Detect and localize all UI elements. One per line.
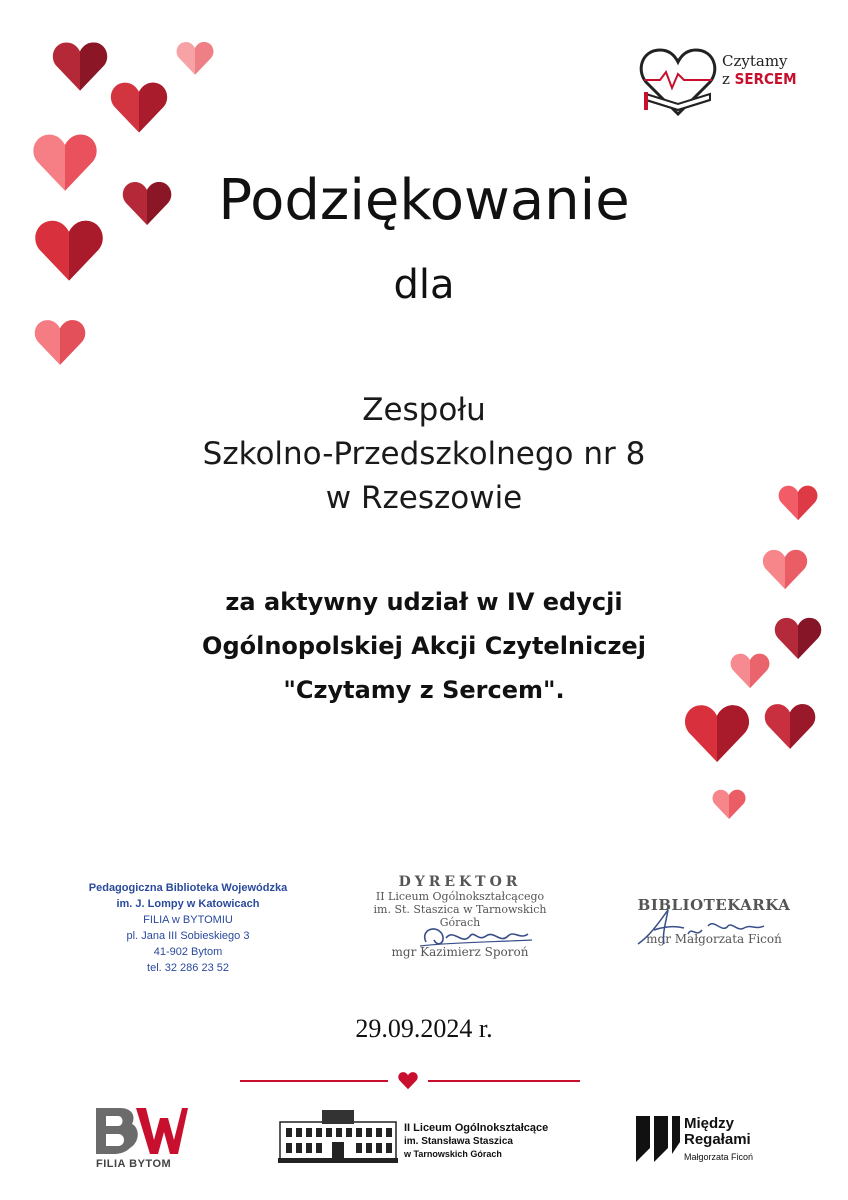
miedzy-regalami-text: [684, 1116, 753, 1162]
school-building-icon: [278, 1106, 398, 1164]
divider-line-right: [428, 1080, 580, 1082]
director-school-line: im. St. Staszica w Tarnowskich Górach: [373, 903, 547, 929]
reason-line: "Czytamy z Sercem".: [283, 676, 565, 704]
stamp-line: Pedagogiczna Biblioteka Wojewódzka: [88, 882, 288, 894]
for-label: dla: [393, 262, 455, 308]
stamp-line: tel. 32 286 23 52: [147, 962, 229, 974]
liceum-line: im. Stansława Staszica: [404, 1136, 513, 1147]
stamp-line: 41-902 Bytom: [153, 946, 223, 958]
recipient-line: Szkolno-Przedszkolnego nr 8: [202, 436, 646, 472]
mr-line: Regałami: [684, 1131, 751, 1148]
heart-icon: [398, 1071, 418, 1090]
logo-line-1: Czytamy: [722, 52, 788, 70]
bw-logo-icon: [96, 1106, 188, 1156]
liceum-line: w Tarnowskich Górach: [404, 1149, 502, 1159]
heart-icon: [52, 40, 108, 92]
heart-icon: [34, 318, 86, 366]
reason-line: Ogólnopolskiej Akcji Czytelniczej: [202, 632, 646, 660]
recipient-line: w Rzeszowie: [325, 480, 523, 516]
director-heading: DYREKTOR: [398, 874, 522, 890]
director-school-line: II Liceum Ogólnokształcącego: [375, 890, 545, 903]
librarian-heading: BIBLIOTEKARKA: [637, 896, 791, 914]
logo-line-2: z SERCEM: [722, 70, 797, 88]
librarian-name: mgr Małgorzata Ficoń: [646, 932, 782, 946]
library-stamp: [62, 880, 314, 976]
czytamy-z-sercem-logo: [638, 44, 808, 124]
book-heart-icon: [638, 44, 718, 120]
mr-line: Między: [684, 1115, 735, 1132]
heart-icon: [712, 788, 746, 820]
certificate-title: Podziękowanie: [218, 168, 630, 233]
liceum-line: II Liceum Ogólnokształcące: [404, 1122, 549, 1134]
issue-date: 29.09.2024 r.: [355, 1014, 493, 1043]
librarian-signature: [632, 904, 772, 950]
stamp-line: pl. Jana III Sobieskiego 3: [126, 930, 250, 942]
heart-icon: [110, 80, 168, 134]
liceum-logo-text: [404, 1122, 548, 1159]
stamp-line: im. J. Lompy w Katowicach: [116, 898, 260, 910]
bw-logo-subtitle: FILIA BYTOM: [96, 1158, 172, 1170]
divider-line-left: [240, 1080, 388, 1082]
director-signature: [416, 920, 536, 954]
heart-icon: [176, 40, 214, 76]
stamp-line: FILIA w BYTOMIU: [143, 914, 233, 926]
mr-line: Małgorzata Ficoń: [684, 1152, 754, 1162]
librarian-stamp: [628, 896, 800, 946]
recipient-line: Zespołu: [362, 392, 486, 428]
miedzy-regalami-icon: [636, 1114, 680, 1164]
director-name: mgr Kazimierz Sporoń: [391, 945, 529, 959]
reason-block: [0, 580, 848, 712]
director-stamp: [356, 874, 564, 959]
reason-line: za aktywny udział w IV edycji: [225, 588, 623, 616]
recipient-block: [0, 388, 848, 520]
